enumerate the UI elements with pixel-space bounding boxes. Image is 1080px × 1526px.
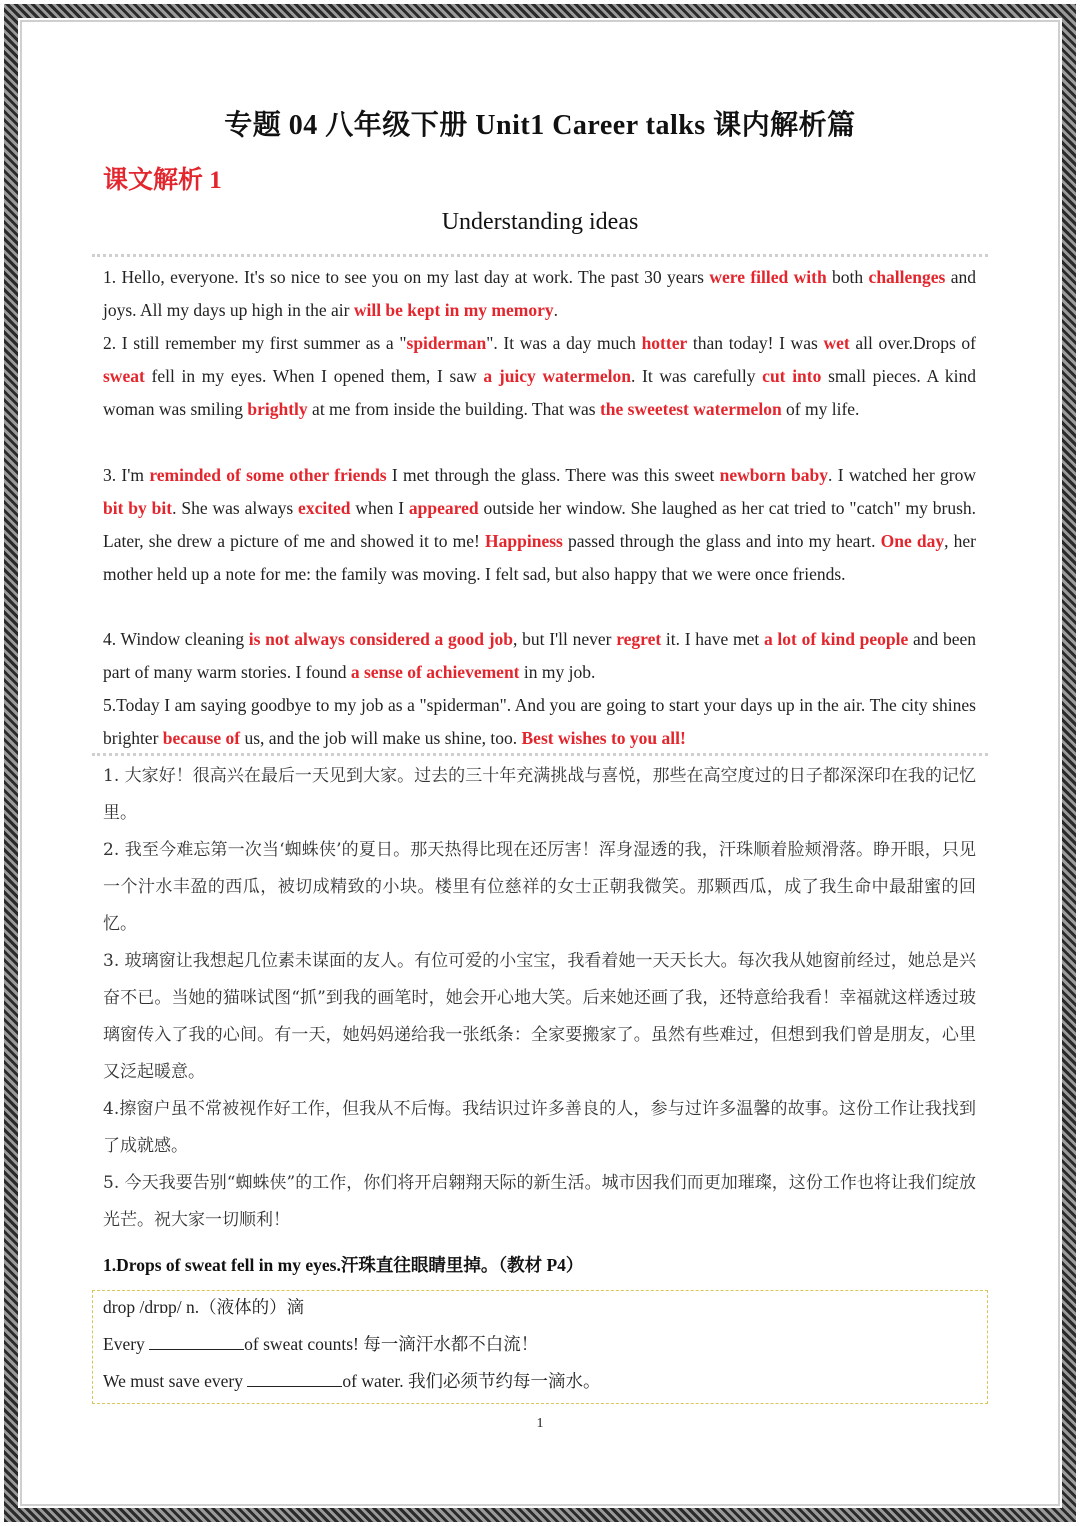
keyword-highlight: sweat <box>103 366 145 386</box>
keyword-highlight: cut into <box>762 366 822 386</box>
text-run: 2. I still remember my first summer as a " <box>103 333 407 353</box>
text-run: 3. I'm <box>103 465 150 485</box>
keyword-highlight: is not always considered a good job <box>248 629 514 649</box>
vocabulary-box <box>92 1290 988 1404</box>
chinese-paragraph-1: 1. 大家好！很高兴在最后一天见到大家。过去的三十年充满挑战与喜悦，那些在高空度过的日子都深深印在我的记忆里。 <box>103 766 976 823</box>
keyword-highlight: challenges <box>868 267 946 287</box>
keyword-highlight: brightly <box>247 399 308 419</box>
example-1-end: of sweat counts! 每一滴汗水都不白流！ <box>244 1334 539 1354</box>
keyword-highlight: excited <box>298 498 351 518</box>
text-run: than today! I was <box>687 333 824 353</box>
text-run: at me from inside the building. That was <box>307 399 600 419</box>
text-run: when I <box>350 498 409 518</box>
section-heading: 课文解析 1 <box>103 167 222 194</box>
text-run: , but I'll never <box>513 629 617 649</box>
text-run: and been part of many warm stories. I found <box>103 629 976 682</box>
keyword-highlight: One day <box>880 531 945 551</box>
text-run: outside her window. She laughed as her cat tried to "catch" my brush. Later, she drew a picture of me and showed it to me! <box>103 498 977 551</box>
text-run: I met through the glass. There was this sweet <box>386 465 720 485</box>
text-run: small pieces. A kind woman was smiling <box>103 366 976 419</box>
keyword-highlight: hotter <box>641 333 688 353</box>
text-run: . She was always <box>172 498 299 518</box>
keyword-highlight: were filled with <box>709 267 827 287</box>
chinese-paragraph-2: 2. 我至今难忘第一次当‘蜘蛛侠’的夏日。那天热得比现在还厉害！浑身湿透的我，汗珠顺着脸颊滑落。睁开眼，只见一个汁水丰盈的西瓜，被切成精致的小块。楼里有位慈祥的女士正朝我微笑。那颗西瓜，成了我生命中最甜蜜的回忆。 <box>103 840 976 934</box>
text-run: , her mother held up a note for me: the family was moving. I felt sad, but also happy that we were once friends. <box>103 531 976 584</box>
keyword-highlight: a juicy watermelon <box>483 366 631 386</box>
keyword-highlight: will be kept in my memory <box>353 300 554 320</box>
example-1-start: Every <box>103 1334 150 1354</box>
language-point-title: 1.Drops of sweat fell in my eyes.汗珠直往眼睛里掉。（教材 P4） <box>103 1255 584 1275</box>
example-2-start: We must save every <box>103 1371 248 1391</box>
example-sentence-1 <box>103 1331 538 1356</box>
keyword-highlight: spiderman <box>406 333 487 353</box>
keyword-highlight: a sense of achievement <box>350 662 520 682</box>
keyword-highlight: a lot of kind people <box>763 629 909 649</box>
chinese-paragraph-5: 5. 今天我要告别“蜘蛛侠”的工作，你们将开启翱翔天际的新生活。城市因我们而更加璀璨，这份工作也将让我们绽放光芒。祝大家一切顺利！ <box>103 1173 976 1230</box>
text-run: and joys. All my days up high in the air <box>103 267 976 320</box>
text-run: ". It was a day much <box>486 333 642 353</box>
fill-blank-1[interactable] <box>149 1335 244 1350</box>
english-text-box <box>92 254 988 756</box>
chinese-translation-box <box>92 758 988 1238</box>
text-run: in my job. <box>519 662 596 682</box>
keyword-highlight: bit by bit <box>103 498 173 518</box>
keyword-highlight: reminded of some other friends <box>149 465 387 485</box>
text-run: passed through the glass and into my heart. <box>562 531 881 551</box>
chinese-paragraph-3: 3. 玻璃窗让我想起几位素未谋面的友人。有位可爱的小宝宝，我看着她一天天长大。每次我从她窗前经过，她总是兴奋不已。当她的猫咪试图“抓”到我的画笔时，她会开心地大笑。后来她还画了我，还特意给我看！幸福就这样透过玻璃窗传入了我的心间。有一天，她妈妈递给我一张纸条：全家要搬家了。虽然有些难过，但想到我们曾是朋友，心里又泛起暖意。 <box>103 951 976 1082</box>
text-run: fell in my eyes. When I opened them, I saw <box>144 366 484 386</box>
vocab-definition: drop /drɒp/ n.（液体的）滴 <box>103 1297 305 1317</box>
keyword-highlight: wet <box>823 333 850 353</box>
english-paragraph-4 <box>103 623 976 689</box>
english-paragraph-5 <box>103 689 976 755</box>
keyword-highlight: regret <box>616 629 662 649</box>
example-sentence-2 <box>103 1368 600 1393</box>
text-run: all over.Drops of <box>849 333 977 353</box>
keyword-highlight: appeared <box>408 498 479 518</box>
text-run: . I watched her grow <box>828 465 977 485</box>
english-paragraph-1 <box>103 261 976 327</box>
fill-blank-2[interactable] <box>247 1372 342 1387</box>
text-run: . It was carefully <box>630 366 763 386</box>
text-run: both <box>826 267 869 287</box>
example-2-end: of water. 我们必须节约每一滴水。 <box>342 1371 601 1391</box>
english-paragraph-3 <box>103 459 976 591</box>
keyword-highlight: newborn baby <box>719 465 829 485</box>
text-run: 1. Hello, everyone. It's so nice to see you on my last day at work. The past 30 years <box>103 267 710 287</box>
keyword-highlight: because of <box>162 728 241 748</box>
page-number: 1 <box>536 1416 544 1431</box>
chinese-paragraph-4: 4.擦窗户虽不常被视作好工作，但我从不后悔。我结识过许多善良的人，参与过许多温馨的故事。这份工作让我找到了成就感。 <box>103 1099 976 1156</box>
keyword-highlight: Happiness <box>485 531 563 551</box>
keyword-highlight: Best wishes to you all! <box>521 728 686 748</box>
text-run: it. I have met <box>661 629 764 649</box>
text-subtitle: Understanding ideas <box>441 209 639 235</box>
english-paragraph-2 <box>103 327 976 426</box>
text-run: of my life. <box>781 399 860 419</box>
document-title: 专题 04 八年级下册 Unit1 Career talks 课内解析篇 <box>224 110 856 141</box>
keyword-highlight: the sweetest watermelon <box>599 399 782 419</box>
text-run: 4. Window cleaning <box>103 629 249 649</box>
text-run: us, and the job will make us shine, too. <box>240 728 522 748</box>
text-run: 5.Today I am saying goodbye to my job as a "spiderman". And you are going to start your days up in the air. The city shines brighter <box>103 695 976 748</box>
text-run: . <box>553 300 558 320</box>
